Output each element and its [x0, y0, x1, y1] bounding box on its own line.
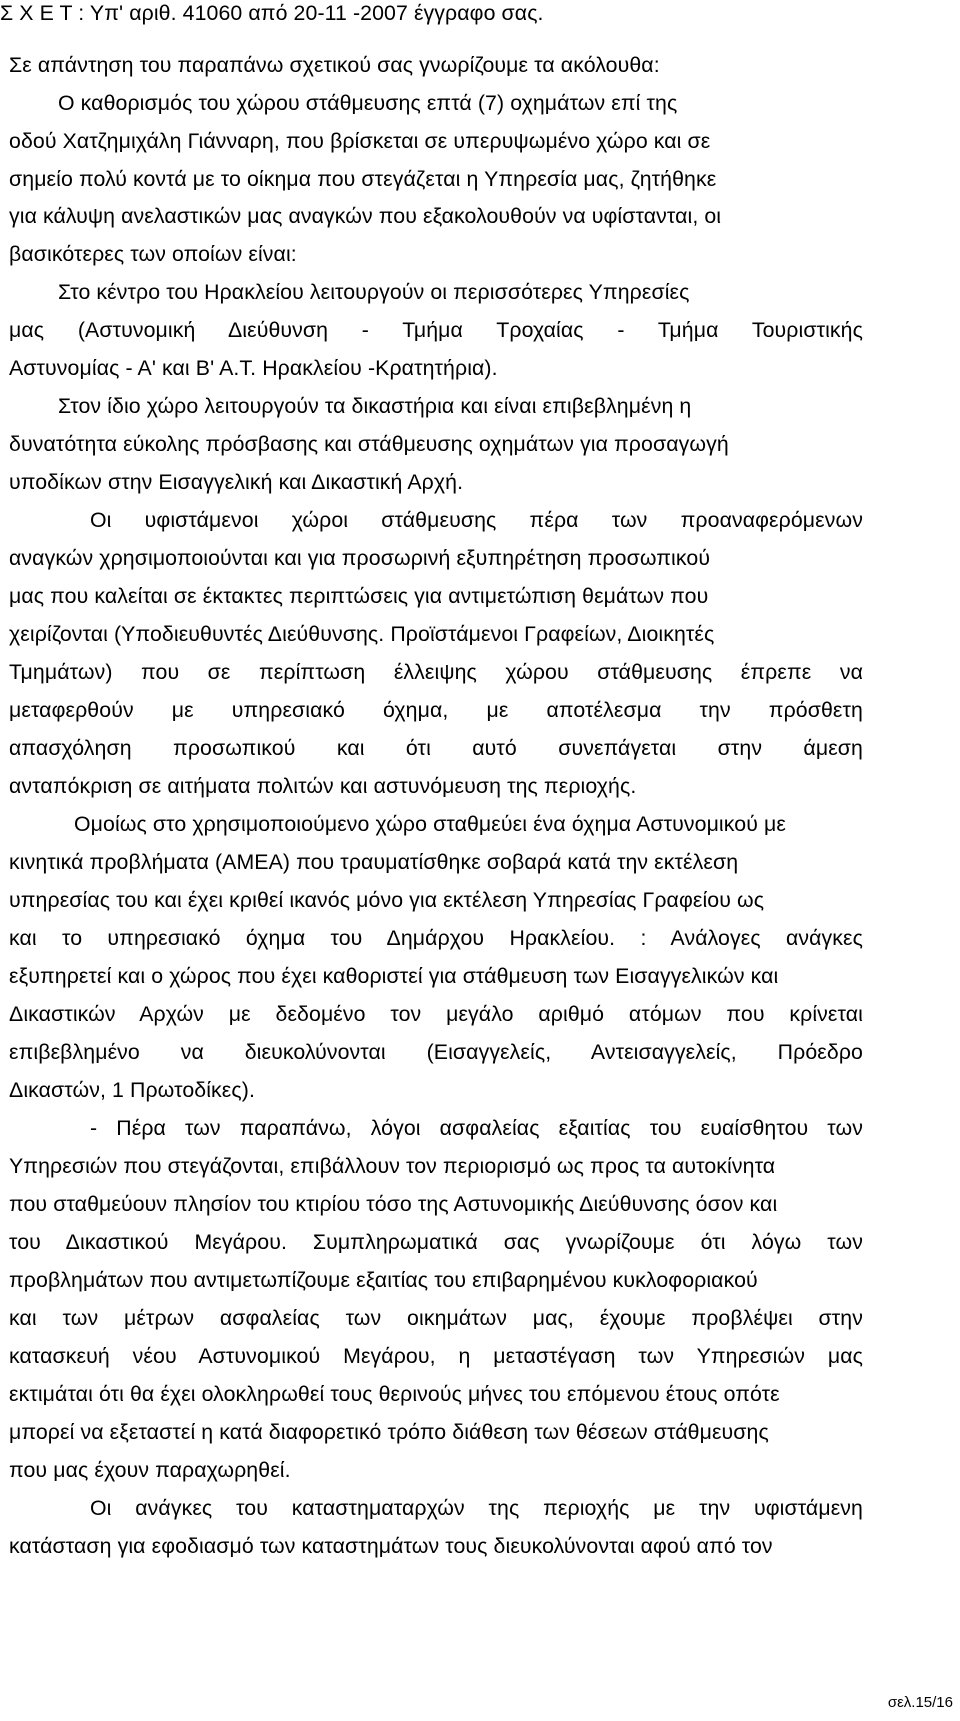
text-line: Υπηρεσιών που στεγάζονται, επιβάλλουν τον περιορισμό ως προς τα αυτοκίνητα — [9, 1154, 776, 1178]
text-line: του Δικαστικού Μεγάρου. Συμπληρωματικά σας γνωρίζουμε ότι λόγω των — [9, 1230, 863, 1254]
text-line: κινητικά προβλήματα (ΑΜΕΑ) που τραυματίσθηκε σοβαρά κατά την εκτέλεση — [9, 850, 739, 874]
text-line: προβλημάτων που αντιμετωπίζουμε εξαιτίας του επιβαρημένου κυκλοφοριακού — [9, 1268, 758, 1292]
text-line: μεταφερθούν με υπηρεσιακό όχημα, με αποτέλεσμα την πρόσθετη — [9, 698, 863, 722]
text-line: μας (Αστυνομική Διεύθυνση - Τμήμα Τροχαίας - Τμήμα Τουριστικής — [9, 318, 863, 342]
text-line: κατάσταση για εφοδιασμό των καταστημάτων τους διευκολύνονται αφού από τον — [9, 1534, 773, 1558]
text-line: Ομοίως στο χρησιμοποιούμενο χώρο σταθμεύει ένα όχημα Αστυνομικού με — [74, 812, 786, 836]
text-line: μας που καλείται σε έκτακτες περιπτώσεις για αντιμετώπιση θεμάτων που — [9, 584, 709, 608]
text-line: βασικότερες των οποίων είναι: — [9, 242, 297, 266]
text-line: για κάλυψη ανελαστικών μας αναγκών που εξακολουθούν να υφίστανται, οι — [9, 204, 722, 228]
text-line: Αστυνομίας - Α' και Β' Α.Τ. Ηρακλείου -Κρατητήρια). — [9, 356, 498, 380]
text-line: και των μέτρων ασφαλείας των οικημάτων μας, έχουμε προβλέψει στην — [9, 1306, 863, 1330]
text-line: υποδίκων στην Εισαγγελική και Δικαστική Αρχή. — [9, 470, 464, 494]
text-line: Στο κέντρο του Ηρακλείου λειτουργούν οι περισσότερες Υπηρεσίες — [58, 280, 690, 304]
text-line: εκτιμάται ότι θα έχει ολοκληρωθεί τους θερινούς μήνες του επόμενου έτους οπότε — [9, 1382, 780, 1406]
text-line: που σταθμεύουν πλησίον του κτιρίου τόσο της Αστυνομικής Διεύθυνσης όσον και — [9, 1192, 778, 1216]
text-line: σημείο πολύ κοντά με το οίκημα που στεγάζεται η Υπηρεσία μας, ζητήθηκε — [9, 167, 717, 191]
text-line: - Πέρα των παραπάνω, λόγοι ασφαλείας εξαιτίας του ευαίσθητου των — [90, 1116, 863, 1140]
text-line: δυνατότητα εύκολης πρόσβασης και στάθμευσης οχημάτων για προσαγωγή — [9, 432, 729, 456]
text-line: Στον ίδιο χώρο λειτουργούν τα δικαστήρια και είναι επιβεβλημένη η — [58, 394, 692, 418]
text-line: Δικαστικών Αρχών με δεδομένο τον μεγάλο αριθμό ατόμων που κρίνεται — [9, 1002, 863, 1026]
text-line: Τμημάτων) που σε περίπτωση έλλειψης χώρου στάθμευσης έπρεπε να — [9, 660, 863, 684]
text-line: Δικαστών, 1 Πρωτοδίκες). — [9, 1078, 255, 1102]
text-line: και το υπηρεσιακό όχημα του Δημάρχου Ηρακλείου. : Ανάλογες ανάγκες — [9, 926, 863, 950]
text-line: μπορεί να εξεταστεί η κατά διαφορετικό τρόπο διάθεση των θέσεων στάθμευσης — [9, 1420, 769, 1444]
text-line: χειρίζονται (Υποδιευθυντές Διεύθυνσης. Προϊστάμενοι Γραφείων, Διοικητές — [9, 622, 715, 646]
reference-header: Σ Χ Ε Τ : Υπ' αριθ. 41060 από 20-11 -2007 έγγραφο σας. — [0, 1, 544, 25]
text-line: αναγκών χρησιμοποιούνται και για προσωρινή εξυπηρέτηση προσωπικού — [9, 546, 711, 570]
text-line: εξυπηρετεί και ο χώρος που έχει καθοριστεί για στάθμευση των Εισαγγελικών και — [9, 964, 779, 988]
text-line: Ο καθορισμός του χώρου στάθμευσης επτά (7) οχημάτων επί της — [58, 91, 678, 115]
text-line: κατασκευή νέου Αστυνομικού Μεγάρου, η μεταστέγαση των Υπηρεσιών μας — [9, 1344, 863, 1368]
text-line: υπηρεσίας του και έχει κριθεί ικανός μόνο για εκτέλεση Υπηρεσίας Γραφείου ως — [9, 888, 765, 912]
page-number: σελ.15/16 — [887, 1694, 953, 1711]
text-line: επιβεβλημένο να διευκολύνονται (Εισαγγελείς, Αντεισαγγελείς, Πρόεδρο — [9, 1040, 863, 1064]
text-line: ανταπόκριση σε αιτήματα πολιτών και αστυνόμευση της περιοχής. — [9, 774, 637, 798]
text-line: Οι υφιστάμενοι χώροι στάθμευσης πέρα των προαναφερόμενων — [90, 508, 863, 532]
text-line: που μας έχουν παραχωρηθεί. — [9, 1458, 291, 1482]
text-line: Οι ανάγκες του καταστηματαρχών της περιοχής με την υφιστάμενη — [90, 1496, 863, 1520]
text-line: οδού Χατζημιχάλη Γιάνναρη, που βρίσκεται σε υπερυψωμένο χώρο και σε — [9, 129, 711, 153]
text-line: Σε απάντηση του παραπάνω σχετικού σας γνωρίζουμε τα ακόλουθα: — [9, 53, 660, 77]
text-line: απασχόληση προσωπικού και ότι αυτό συνεπάγεται στην άμεση — [9, 736, 863, 760]
